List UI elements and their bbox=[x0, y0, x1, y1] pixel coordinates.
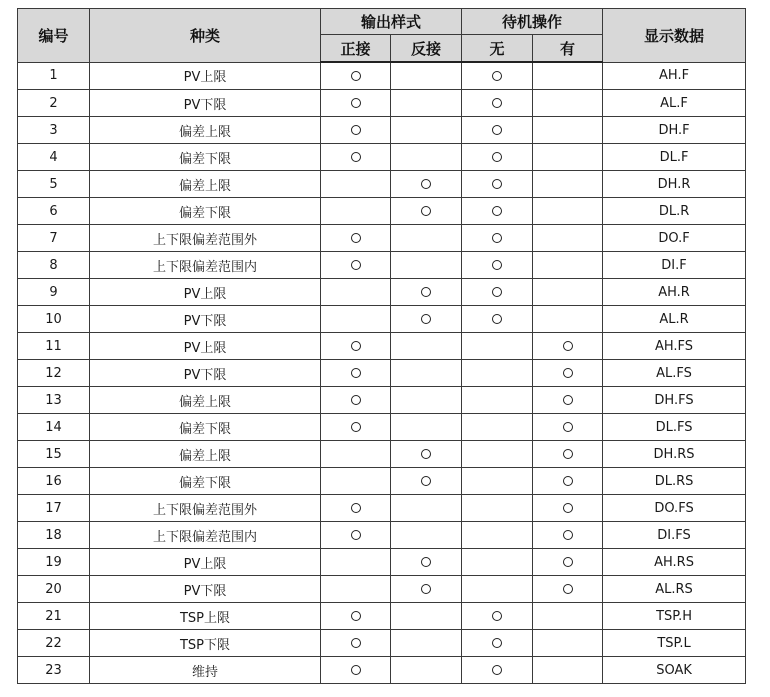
cell-type: 上下限偏差范围内 bbox=[90, 522, 321, 549]
cell-num: 7 bbox=[18, 225, 90, 252]
cell-standby-has bbox=[533, 468, 603, 495]
circle-mark-icon bbox=[492, 665, 502, 675]
circle-mark-icon bbox=[563, 449, 573, 459]
cell-num: 18 bbox=[18, 522, 90, 549]
cell-standby-none bbox=[462, 549, 533, 576]
cell-num: 13 bbox=[18, 387, 90, 414]
cell-standby-none bbox=[462, 414, 533, 441]
cell-type: 偏差上限 bbox=[90, 117, 321, 144]
table-row bbox=[18, 549, 746, 576]
cell-num: 14 bbox=[18, 414, 90, 441]
table-row bbox=[18, 252, 746, 279]
circle-mark-icon bbox=[492, 233, 502, 243]
circle-mark-icon bbox=[563, 395, 573, 405]
cell-type: PV下限 bbox=[90, 576, 321, 603]
cell-reverse bbox=[391, 657, 462, 684]
cell-reverse bbox=[391, 522, 462, 549]
cell-standby-has bbox=[533, 576, 603, 603]
cell-num: 15 bbox=[18, 441, 90, 468]
cell-num: 6 bbox=[18, 198, 90, 225]
cell-standby-has bbox=[533, 360, 603, 387]
table-row bbox=[18, 171, 746, 198]
cell-type: TSP下限 bbox=[90, 630, 321, 657]
cell-standby-none bbox=[462, 90, 533, 117]
cell-reverse bbox=[391, 62, 462, 90]
circle-mark-icon bbox=[351, 665, 361, 675]
table-row bbox=[18, 414, 746, 441]
cell-reverse bbox=[391, 171, 462, 198]
circle-mark-icon bbox=[492, 206, 502, 216]
cell-reverse bbox=[391, 198, 462, 225]
cell-display: TSP.H bbox=[603, 603, 746, 630]
cell-direct bbox=[321, 468, 391, 495]
circle-mark-icon bbox=[351, 503, 361, 513]
cell-standby-none bbox=[462, 306, 533, 333]
cell-direct bbox=[321, 225, 391, 252]
cell-num: 12 bbox=[18, 360, 90, 387]
cell-reverse bbox=[391, 549, 462, 576]
cell-direct bbox=[321, 333, 391, 360]
alarm-type-table-container bbox=[17, 8, 746, 684]
cell-standby-has bbox=[533, 549, 603, 576]
circle-mark-icon bbox=[421, 557, 431, 567]
cell-direct bbox=[321, 387, 391, 414]
cell-display: AH.RS bbox=[603, 549, 746, 576]
cell-standby-has bbox=[533, 90, 603, 117]
cell-direct bbox=[321, 360, 391, 387]
cell-standby-has bbox=[533, 279, 603, 306]
circle-mark-icon bbox=[492, 314, 502, 324]
cell-standby-none bbox=[462, 333, 533, 360]
cell-type: 偏差下限 bbox=[90, 144, 321, 171]
circle-mark-icon bbox=[492, 98, 502, 108]
cell-standby-has bbox=[533, 333, 603, 360]
cell-direct bbox=[321, 576, 391, 603]
cell-standby-has bbox=[533, 630, 603, 657]
cell-num: 5 bbox=[18, 171, 90, 198]
cell-type: 偏差下限 bbox=[90, 414, 321, 441]
table-row bbox=[18, 657, 746, 684]
cell-display: AH.F bbox=[603, 62, 746, 90]
header-output-style: 输出样式 bbox=[321, 9, 462, 35]
cell-reverse bbox=[391, 603, 462, 630]
table-row bbox=[18, 198, 746, 225]
header-direct: 正接 bbox=[321, 35, 391, 63]
cell-standby-has bbox=[533, 144, 603, 171]
cell-reverse bbox=[391, 333, 462, 360]
cell-direct bbox=[321, 252, 391, 279]
circle-mark-icon bbox=[351, 368, 361, 378]
circle-mark-icon bbox=[351, 422, 361, 432]
cell-num: 8 bbox=[18, 252, 90, 279]
cell-type: 维持 bbox=[90, 657, 321, 684]
table-row bbox=[18, 468, 746, 495]
cell-reverse bbox=[391, 630, 462, 657]
circle-mark-icon bbox=[563, 584, 573, 594]
cell-reverse bbox=[391, 252, 462, 279]
cell-type: PV下限 bbox=[90, 306, 321, 333]
cell-standby-none bbox=[462, 279, 533, 306]
circle-mark-icon bbox=[492, 125, 502, 135]
alarm-type-table bbox=[17, 8, 746, 684]
circle-mark-icon bbox=[492, 152, 502, 162]
cell-type: PV下限 bbox=[90, 360, 321, 387]
cell-num: 23 bbox=[18, 657, 90, 684]
circle-mark-icon bbox=[563, 368, 573, 378]
cell-standby-has bbox=[533, 225, 603, 252]
cell-num: 17 bbox=[18, 495, 90, 522]
circle-mark-icon bbox=[421, 206, 431, 216]
cell-display: AH.FS bbox=[603, 333, 746, 360]
circle-mark-icon bbox=[351, 395, 361, 405]
cell-standby-none bbox=[462, 360, 533, 387]
circle-mark-icon bbox=[351, 71, 361, 81]
cell-direct bbox=[321, 117, 391, 144]
cell-num: 11 bbox=[18, 333, 90, 360]
circle-mark-icon bbox=[351, 152, 361, 162]
circle-mark-icon bbox=[351, 341, 361, 351]
table-row bbox=[18, 90, 746, 117]
cell-direct bbox=[321, 549, 391, 576]
cell-num: 2 bbox=[18, 90, 90, 117]
cell-display: AH.R bbox=[603, 279, 746, 306]
circle-mark-icon bbox=[351, 638, 361, 648]
table-row bbox=[18, 333, 746, 360]
cell-num: 16 bbox=[18, 468, 90, 495]
cell-type: 偏差上限 bbox=[90, 441, 321, 468]
cell-display: DI.FS bbox=[603, 522, 746, 549]
cell-reverse bbox=[391, 468, 462, 495]
cell-reverse bbox=[391, 495, 462, 522]
cell-standby-none bbox=[462, 441, 533, 468]
circle-mark-icon bbox=[421, 314, 431, 324]
cell-reverse bbox=[391, 576, 462, 603]
cell-direct bbox=[321, 198, 391, 225]
circle-mark-icon bbox=[492, 638, 502, 648]
cell-display: DL.FS bbox=[603, 414, 746, 441]
cell-display: DH.F bbox=[603, 117, 746, 144]
cell-num: 9 bbox=[18, 279, 90, 306]
cell-type: 上下限偏差范围外 bbox=[90, 225, 321, 252]
header-none: 无 bbox=[462, 35, 533, 63]
cell-display: AL.FS bbox=[603, 360, 746, 387]
cell-display: AL.R bbox=[603, 306, 746, 333]
cell-standby-none bbox=[462, 252, 533, 279]
cell-standby-has bbox=[533, 171, 603, 198]
table-row bbox=[18, 117, 746, 144]
table-row bbox=[18, 62, 746, 90]
cell-standby-has bbox=[533, 522, 603, 549]
cell-direct bbox=[321, 62, 391, 90]
header-reverse: 反接 bbox=[391, 35, 462, 63]
cell-standby-has bbox=[533, 198, 603, 225]
cell-standby-has bbox=[533, 603, 603, 630]
table-row bbox=[18, 522, 746, 549]
cell-standby-none bbox=[462, 657, 533, 684]
cell-direct bbox=[321, 441, 391, 468]
circle-mark-icon bbox=[351, 98, 361, 108]
cell-direct bbox=[321, 495, 391, 522]
cell-standby-has bbox=[533, 495, 603, 522]
header-display: 显示数据 bbox=[603, 9, 746, 63]
table-body bbox=[18, 62, 746, 684]
cell-reverse bbox=[391, 117, 462, 144]
circle-mark-icon bbox=[492, 260, 502, 270]
cell-reverse bbox=[391, 306, 462, 333]
cell-display: AL.RS bbox=[603, 576, 746, 603]
circle-mark-icon bbox=[492, 287, 502, 297]
cell-reverse bbox=[391, 144, 462, 171]
circle-mark-icon bbox=[563, 422, 573, 432]
cell-num: 22 bbox=[18, 630, 90, 657]
cell-display: DH.RS bbox=[603, 441, 746, 468]
table-row bbox=[18, 441, 746, 468]
cell-direct bbox=[321, 603, 391, 630]
header-has: 有 bbox=[533, 35, 603, 63]
table-row bbox=[18, 576, 746, 603]
cell-standby-has bbox=[533, 657, 603, 684]
cell-reverse bbox=[391, 414, 462, 441]
cell-direct bbox=[321, 522, 391, 549]
cell-display: DL.RS bbox=[603, 468, 746, 495]
circle-mark-icon bbox=[563, 557, 573, 567]
table-row bbox=[18, 630, 746, 657]
cell-standby-none bbox=[462, 225, 533, 252]
cell-type: PV下限 bbox=[90, 90, 321, 117]
cell-standby-none bbox=[462, 144, 533, 171]
cell-type: PV上限 bbox=[90, 333, 321, 360]
cell-type: 偏差下限 bbox=[90, 198, 321, 225]
cell-type: 上下限偏差范围外 bbox=[90, 495, 321, 522]
cell-type: TSP上限 bbox=[90, 603, 321, 630]
cell-reverse bbox=[391, 279, 462, 306]
cell-standby-none bbox=[462, 117, 533, 144]
cell-standby-has bbox=[533, 117, 603, 144]
circle-mark-icon bbox=[351, 260, 361, 270]
cell-display: DH.FS bbox=[603, 387, 746, 414]
cell-standby-none bbox=[462, 468, 533, 495]
circle-mark-icon bbox=[421, 287, 431, 297]
cell-reverse bbox=[391, 90, 462, 117]
cell-standby-none bbox=[462, 495, 533, 522]
circle-mark-icon bbox=[421, 179, 431, 189]
cell-direct bbox=[321, 306, 391, 333]
cell-display: DL.R bbox=[603, 198, 746, 225]
circle-mark-icon bbox=[563, 530, 573, 540]
cell-num: 1 bbox=[18, 62, 90, 90]
cell-num: 19 bbox=[18, 549, 90, 576]
cell-direct bbox=[321, 630, 391, 657]
cell-standby-none bbox=[462, 387, 533, 414]
cell-reverse bbox=[391, 360, 462, 387]
cell-type: 偏差上限 bbox=[90, 171, 321, 198]
cell-standby-has bbox=[533, 414, 603, 441]
circle-mark-icon bbox=[421, 449, 431, 459]
cell-standby-none bbox=[462, 603, 533, 630]
cell-standby-has bbox=[533, 62, 603, 90]
circle-mark-icon bbox=[351, 611, 361, 621]
cell-num: 10 bbox=[18, 306, 90, 333]
cell-type: PV上限 bbox=[90, 279, 321, 306]
table-row bbox=[18, 495, 746, 522]
cell-standby-has bbox=[533, 387, 603, 414]
cell-direct bbox=[321, 144, 391, 171]
cell-standby-none bbox=[462, 630, 533, 657]
table-header bbox=[18, 9, 746, 63]
cell-standby-has bbox=[533, 252, 603, 279]
cell-direct bbox=[321, 414, 391, 441]
cell-num: 3 bbox=[18, 117, 90, 144]
cell-standby-none bbox=[462, 62, 533, 90]
cell-display: AL.F bbox=[603, 90, 746, 117]
circle-mark-icon bbox=[563, 503, 573, 513]
cell-standby-none bbox=[462, 171, 533, 198]
table-row bbox=[18, 306, 746, 333]
cell-standby-has bbox=[533, 441, 603, 468]
cell-num: 20 bbox=[18, 576, 90, 603]
table-row bbox=[18, 225, 746, 252]
cell-direct bbox=[321, 279, 391, 306]
cell-direct bbox=[321, 90, 391, 117]
table-row bbox=[18, 360, 746, 387]
cell-standby-none bbox=[462, 576, 533, 603]
header-type: 种类 bbox=[90, 9, 321, 63]
circle-mark-icon bbox=[492, 71, 502, 81]
cell-reverse bbox=[391, 225, 462, 252]
cell-standby-has bbox=[533, 306, 603, 333]
table-row bbox=[18, 144, 746, 171]
cell-type: PV上限 bbox=[90, 549, 321, 576]
table-row bbox=[18, 603, 746, 630]
circle-mark-icon bbox=[421, 584, 431, 594]
cell-num: 21 bbox=[18, 603, 90, 630]
header-num: 编号 bbox=[18, 9, 90, 63]
circle-mark-icon bbox=[492, 179, 502, 189]
cell-type: 偏差上限 bbox=[90, 387, 321, 414]
cell-type: 上下限偏差范围内 bbox=[90, 252, 321, 279]
cell-display: DH.R bbox=[603, 171, 746, 198]
cell-display: DO.F bbox=[603, 225, 746, 252]
cell-standby-none bbox=[462, 198, 533, 225]
cell-reverse bbox=[391, 441, 462, 468]
cell-display: DL.F bbox=[603, 144, 746, 171]
circle-mark-icon bbox=[563, 341, 573, 351]
table-row bbox=[18, 279, 746, 306]
cell-num: 4 bbox=[18, 144, 90, 171]
circle-mark-icon bbox=[351, 233, 361, 243]
table-row bbox=[18, 387, 746, 414]
cell-type: 偏差下限 bbox=[90, 468, 321, 495]
circle-mark-icon bbox=[563, 476, 573, 486]
cell-display: SOAK bbox=[603, 657, 746, 684]
cell-standby-none bbox=[462, 522, 533, 549]
header-standby: 待机操作 bbox=[462, 9, 603, 35]
circle-mark-icon bbox=[421, 476, 431, 486]
circle-mark-icon bbox=[492, 611, 502, 621]
circle-mark-icon bbox=[351, 530, 361, 540]
cell-direct bbox=[321, 657, 391, 684]
cell-direct bbox=[321, 171, 391, 198]
cell-type: PV上限 bbox=[90, 62, 321, 90]
cell-reverse bbox=[391, 387, 462, 414]
cell-display: TSP.L bbox=[603, 630, 746, 657]
cell-display: DO.FS bbox=[603, 495, 746, 522]
cell-display: DI.F bbox=[603, 252, 746, 279]
circle-mark-icon bbox=[351, 125, 361, 135]
